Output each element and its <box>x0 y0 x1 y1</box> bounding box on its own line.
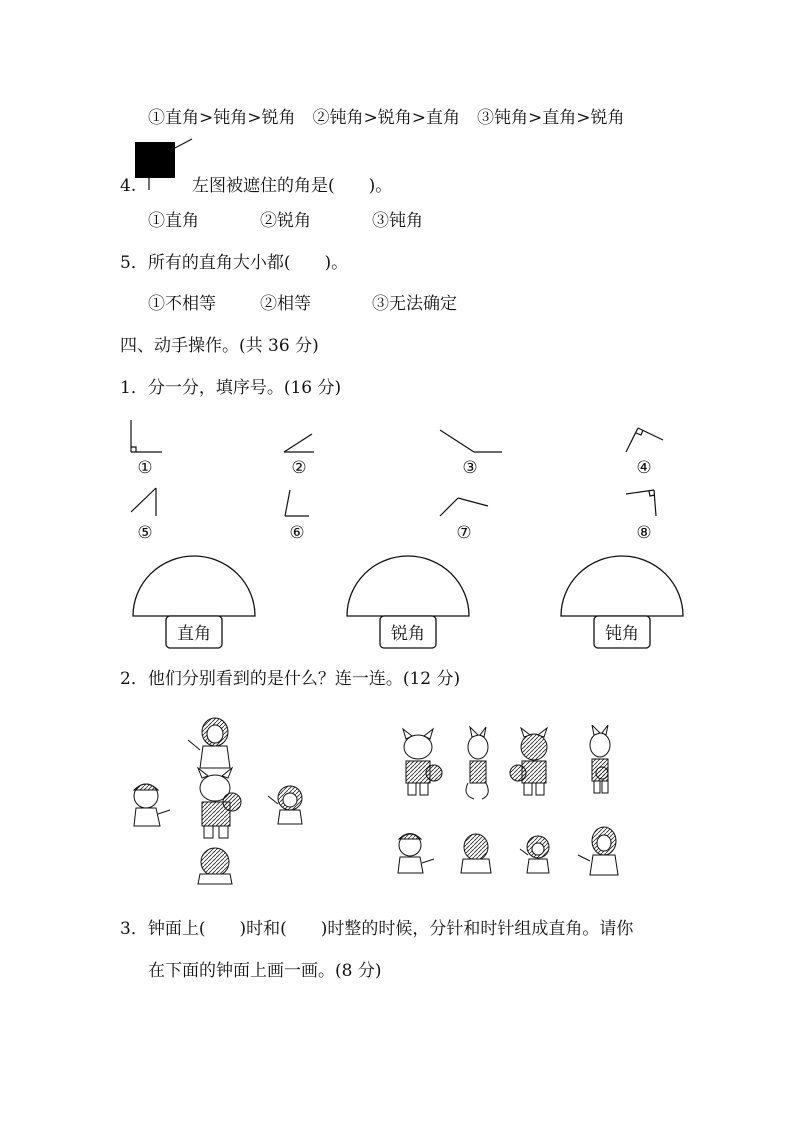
angle-ray-top <box>175 139 192 148</box>
q5-text: 5．所有的直角大小都( )。 <box>120 253 349 273</box>
toy-view-front <box>403 729 442 795</box>
child-back-figure <box>198 848 232 884</box>
q5-option-2: ②相等 <box>260 294 311 314</box>
angle-6 <box>285 490 309 516</box>
angle-label-7: ⑦ <box>456 523 472 543</box>
angle-3 <box>440 430 502 452</box>
covered-angle-figure <box>130 136 200 196</box>
views-scene <box>390 725 640 890</box>
q5-option-1: ①不相等 <box>148 294 216 314</box>
q4-text: 左图被遮住的角是( )。 <box>192 176 393 196</box>
angle-7 <box>440 498 488 516</box>
angle-label-4: ④ <box>636 458 652 478</box>
q4-option-1: ①直角 <box>148 211 199 231</box>
angle-label-6: ⑥ <box>289 523 305 543</box>
toy-view-back <box>510 728 547 795</box>
p1-text: 1．分一分，填序号。(16 分) <box>120 378 342 398</box>
child-view-girl-long <box>578 827 618 875</box>
child-view-boy <box>398 834 434 874</box>
child-view-back <box>461 834 491 873</box>
angle-1 <box>131 420 162 452</box>
toy-view-side-right <box>590 725 610 793</box>
angle-label-5: ⑤ <box>137 523 153 543</box>
children-scene <box>120 710 320 890</box>
angle-8 <box>626 490 656 516</box>
p3-line1: 3．钟面上( )时和( )时整的时候，分针和时针组成直角。请你 <box>120 919 634 939</box>
bin-label-acute: 锐角 <box>391 624 425 644</box>
cover-block <box>135 142 175 178</box>
toy-figure <box>198 768 241 838</box>
q4-option-2: ②锐角 <box>260 211 311 231</box>
q4-number: 4. <box>120 176 137 196</box>
angle-label-3: ③ <box>462 458 478 478</box>
q5-option-3: ③无法确定 <box>372 294 457 314</box>
angle-label-1: ① <box>137 458 153 478</box>
q4-option-3: ③钝角 <box>372 211 423 231</box>
angle-label-2: ② <box>291 458 307 478</box>
girl-right-figure <box>268 786 302 824</box>
p3-line2: 在下面的钟面上画一画。(8 分) <box>148 961 382 981</box>
toy-view-side-left <box>466 727 488 799</box>
angle-4 <box>626 428 663 452</box>
bin-label-right: 直角 <box>177 624 211 644</box>
child-view-girl-short <box>520 836 549 873</box>
angle-figures <box>0 410 794 540</box>
angle-5 <box>131 488 156 516</box>
p2-text: 2．他们分别看到的是什么？连一连。(12 分) <box>120 669 461 689</box>
angle-2 <box>284 434 314 452</box>
angle-label-8: ⑧ <box>636 523 652 543</box>
girl-figure <box>188 718 230 768</box>
bin-label-obtuse: 钝角 <box>605 624 639 644</box>
q3-options: ①直角>钝角>锐角 ②钝角>锐角>直角 ③钝角>直角>锐角 <box>148 108 625 128</box>
section4-heading: 四、动手操作。(共 36 分) <box>120 336 319 356</box>
boy-left-figure <box>134 784 170 826</box>
